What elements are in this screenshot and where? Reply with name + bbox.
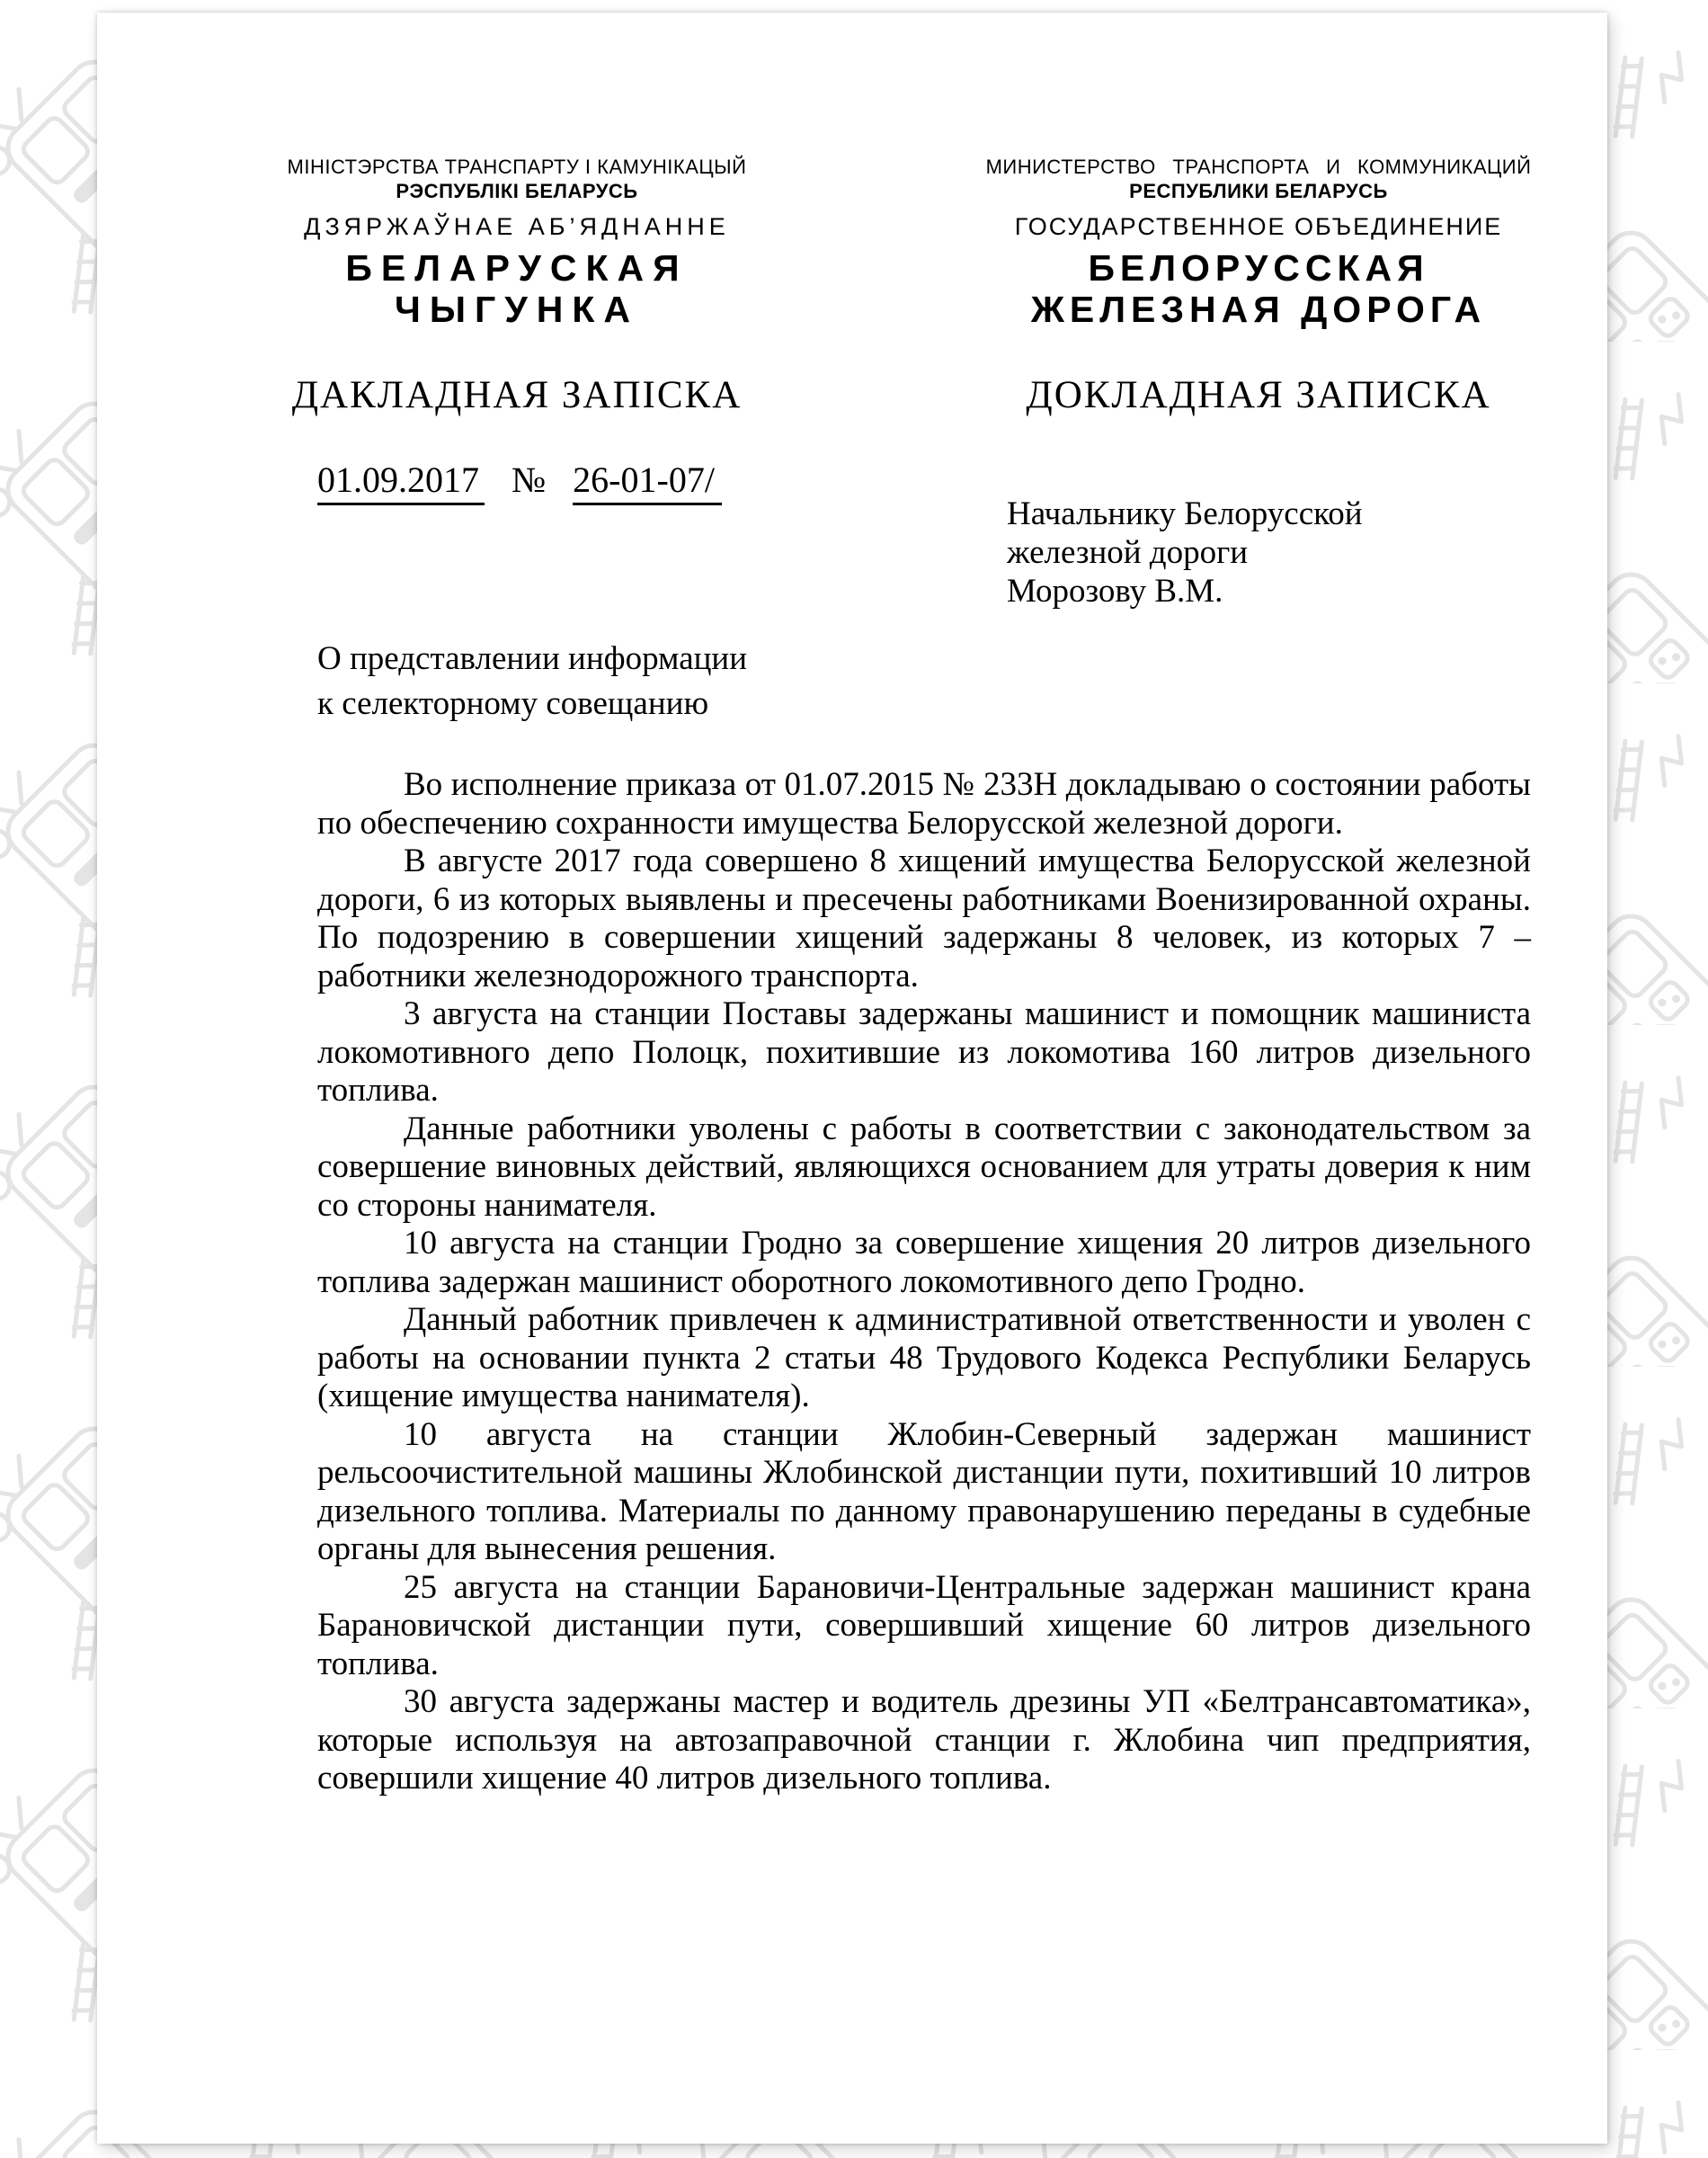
org-name-ru-line1: БЕЛОРУССКАЯ [1088,247,1429,289]
org-type-ru: ГОСУДАРСТВЕННОЕ ОБЪЕДИНЕНИЕ [1014,213,1503,240]
doc-type-be: ДАКЛАДНАЯ ЗАПІСКА [291,374,743,416]
body-paragraph: Во исполнение приказа от 01.07.2015 № 233Н докладываю о состоянии работы по обеспечению сохранности имущества Белорусской железной дороги. [317,766,1531,842]
addressee-line1: Начальнику Белорусской [1007,495,1363,532]
addressee-block [1007,495,1363,611]
ministry-country-be: РЭСПУБЛІКІ БЕЛАРУСЬ [396,180,638,202]
addressee-line3: Морозову В.М. [1007,573,1223,610]
doc-type-ru: ДОКЛАДНАЯ ЗАПИСКА [1026,374,1491,416]
body-paragraph: Данный работник привлечен к административной ответственности и уволен с работы на основании пункта 2 статьи 48 Трудового Кодекса Республики Беларусь (хищение имущества нанимателя). [317,1301,1531,1414]
document-date: 01.09.2017 [317,459,485,505]
subject-line2: к селекторному совещанию [317,685,709,722]
org-name-be [256,247,778,330]
number-sign: № [512,459,547,500]
body-paragraph: В августе 2017 года совершено 8 хищений имущества Белорусской железной дороги, 6 из которых выявлены и пресечены работниками Военизированной охраны. По подозрению в совершении хищений задержаны 8 человек, из которых 7 – работники железнодорожного транспорта. [317,843,1531,994]
header-right-column [971,155,1546,417]
addressee-line2: железной дороги [1007,534,1249,571]
ministry-country-ru: РЕСПУБЛИКИ БЕЛАРУСЬ [1129,180,1388,202]
subject-line1: О представлении информации [317,640,748,677]
ministry-name-ru: МИНИСТЕРСТВО ТРАНСПОРТА И КОММУНИКАЦИЙ [985,156,1532,178]
org-type-be: ДЗЯРЖАЎНАЕ АБ’ЯДНАННЕ [304,213,730,240]
body-text [317,766,1531,1798]
header-left-column [256,155,778,417]
body-paragraph: 3 августа на станции Поставы задержаны машинист и помощник машиниста локомотивного депо Полоцк, похитившие из локомотива 160 литров дизельного топлива. [317,995,1531,1109]
org-name-be-line2: ЧЫГУНКА [395,289,639,330]
org-name-ru [971,247,1546,330]
body-paragraph: 10 августа на станции Гродно за совершение хищения 20 литров дизельного топлива задержан машинист оборотного локомотивного депо Гродно. [317,1225,1531,1300]
subject-block [317,637,747,727]
body-paragraph: Данные работники уволены с работы в соответствии с законодательством за совершение виновных действий, являющихся основанием для утраты доверия к ним со стороны нанимателя. [317,1110,1531,1224]
reference-line [317,459,722,501]
document-number: 26-01-07/ [573,459,722,505]
org-name-be-line1: БЕЛАРУСКАЯ [345,247,689,289]
body-paragraph: 10 августа на станции Жлобин-Северный задержан машинист рельсоочистительной машины Жлобинской дистанции пути, похитивший 10 литров дизельного топлива. Материалы по данному правонарушению переданы в судебные органы для вынесения решения. [317,1415,1531,1567]
ministry-name-be: МІНІСТЭРСТВА ТРАНСПАРТУ І КАМУНІКАЦЫЙ [287,156,747,178]
body-paragraph: 25 августа на станции Барановичи-Центральные задержан машинист крана Барановичской дистанции пути, совершивший хищение 60 литров дизельного топлива. [317,1568,1531,1682]
body-paragraph: 30 августа задержаны мастер и водитель дрезины УП «Белтрансавтоматика», которые используя на автозаправочной станции г. Жлобина чип предприятия, совершили хищение 40 литров дизельного топлива. [317,1683,1531,1797]
document-page [97,13,1607,2144]
org-name-ru-line2: ЖЕЛЕЗНАЯ ДОРОГА [1030,289,1487,330]
